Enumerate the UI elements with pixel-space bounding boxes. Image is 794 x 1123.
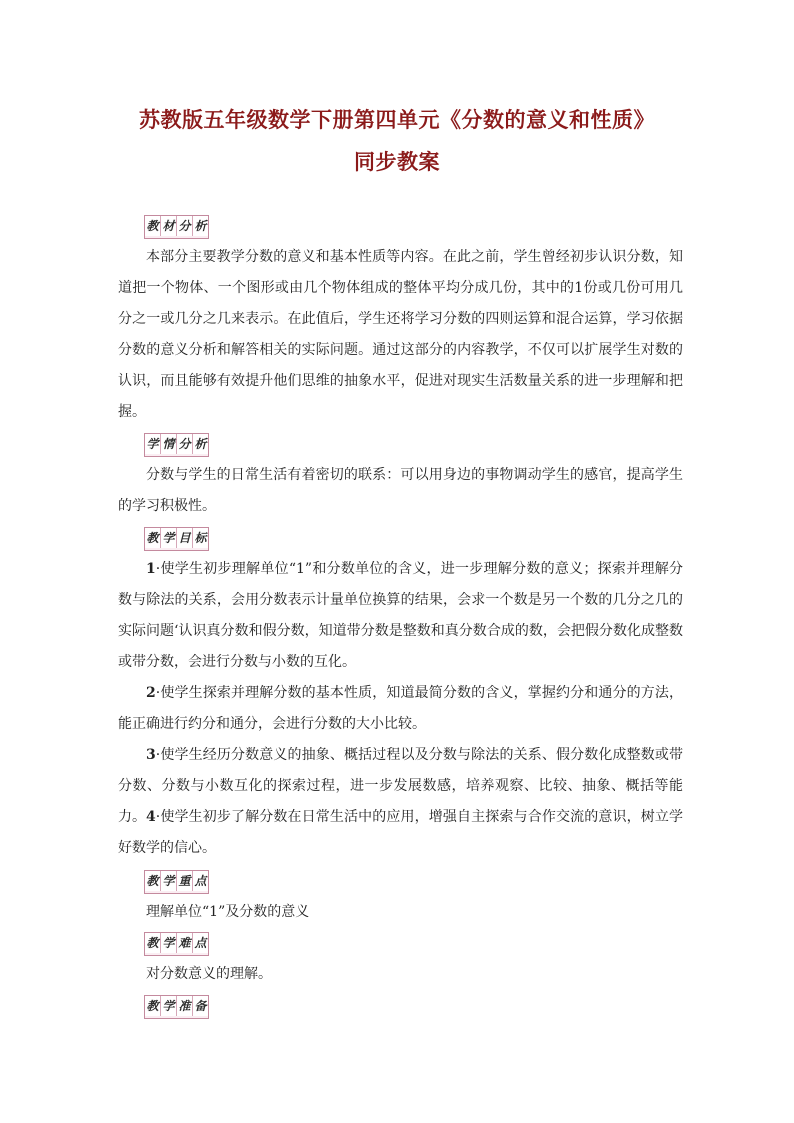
goal-text: ·使学生初步理解单位“1”和分数单位的含义，进一步理解分数的意义；探索并理解分数与除法的关系，会用分数表示计量单位换算的结果，会求一个数是另一个数的几分之几的实际问题‘认识真分数和假分数，知道带分数是整数和真分数合成的数，会把假分数化成整数或带分数，会进行分数与小数的互化。 [118,561,683,670]
difficulty-paragraph: 对分数意义的理解。 [146,966,272,982]
section-tag-goals [144,527,209,551]
tag-char: 点 [193,871,208,891]
tag-char: 点 [193,933,208,953]
tag-char: 学 [161,871,177,891]
goal-item-1 [118,554,683,678]
goal-number: 1 [146,561,156,577]
tag-char: 析 [193,216,208,236]
tag-char: 教 [145,933,161,953]
tag-char: 学 [161,933,177,953]
goal-item-4 [118,802,683,864]
tag-char: 准 [177,996,193,1016]
tag-char: 情 [161,434,177,454]
document-title: 苏教版五年级数学下册第四单元《分数的意义和性质》 [139,107,655,132]
document-subtitle: 同步教案 [354,149,440,174]
tag-char: 难 [177,933,193,953]
tag-char: 学 [161,996,177,1016]
tag-char: 目 [177,528,193,548]
tag-char: 教 [145,528,161,548]
tag-char: 分 [177,434,193,454]
tag-char: 学 [161,528,177,548]
goal-text: ·使学生经历分数意义的抽象、概括过程以及分数与除法的关系、假分数化成整数或带分数、分数与小数互化的探索过程，进一步发展数感，培养观察、比较、抽象、概括等能力。 [118,747,683,825]
goal-text: ·使学生探索并理解分数的基本性质，知道最简分数的含义，掌握约分和通分的方法，能正确进行约分和通分，会进行分数的大小比较。 [118,685,683,732]
goal-item-2 [118,678,683,740]
key-paragraph: 理解单位“1”及分数的意义 [146,904,310,920]
tag-char: 析 [193,434,208,454]
students-paragraph: 分数与学生的日常生活有着密切的联系：可以用身边的事物调动学生的感官，提高学生的学习积极性。 [118,467,683,514]
tag-char: 教 [145,216,161,236]
tag-char: 备 [193,996,208,1016]
section-tag-students [144,433,209,457]
tag-char: 标 [193,528,208,548]
tag-char: 材 [161,216,177,236]
tag-char: 教 [145,871,161,891]
goal-number: 2 [146,685,156,701]
tag-char: 重 [177,871,193,891]
analysis-paragraph: 本部分主要教学分数的意义和基本性质等内容。在此之前，学生曾经初步认识分数，知道把一个物体、一个图形或由几个物体组成的整体平均分成几份，其中的1份或几份可用几分之一或几分之几来表示。在此值后，学生还将学习分数的四则运算和混合运算，学习依据分数的意义分析和解答相关的实际问题。通过这部分的内容教学，不仅可以扩展学生对数的认识，而且能够有效提升他们思维的抽象水平，促进对现实生活数量关系的进一步理解和把握。 [118,249,683,420]
section-tag-difficulty [144,932,209,956]
tag-char: 教 [145,996,161,1016]
section-tag-prep [144,995,209,1019]
tag-char: 分 [177,216,193,236]
section-tag-key [144,870,209,894]
goal-number: 3 [146,747,156,763]
section-tag-analysis [144,215,209,239]
goal-text: ·使学生初步了解分数在日常生活中的应用，增强自主探索与合作交流的意识，树立学好数学的信心。 [118,809,683,856]
goal-number: 4 [146,809,156,825]
tag-char: 学 [145,434,161,454]
